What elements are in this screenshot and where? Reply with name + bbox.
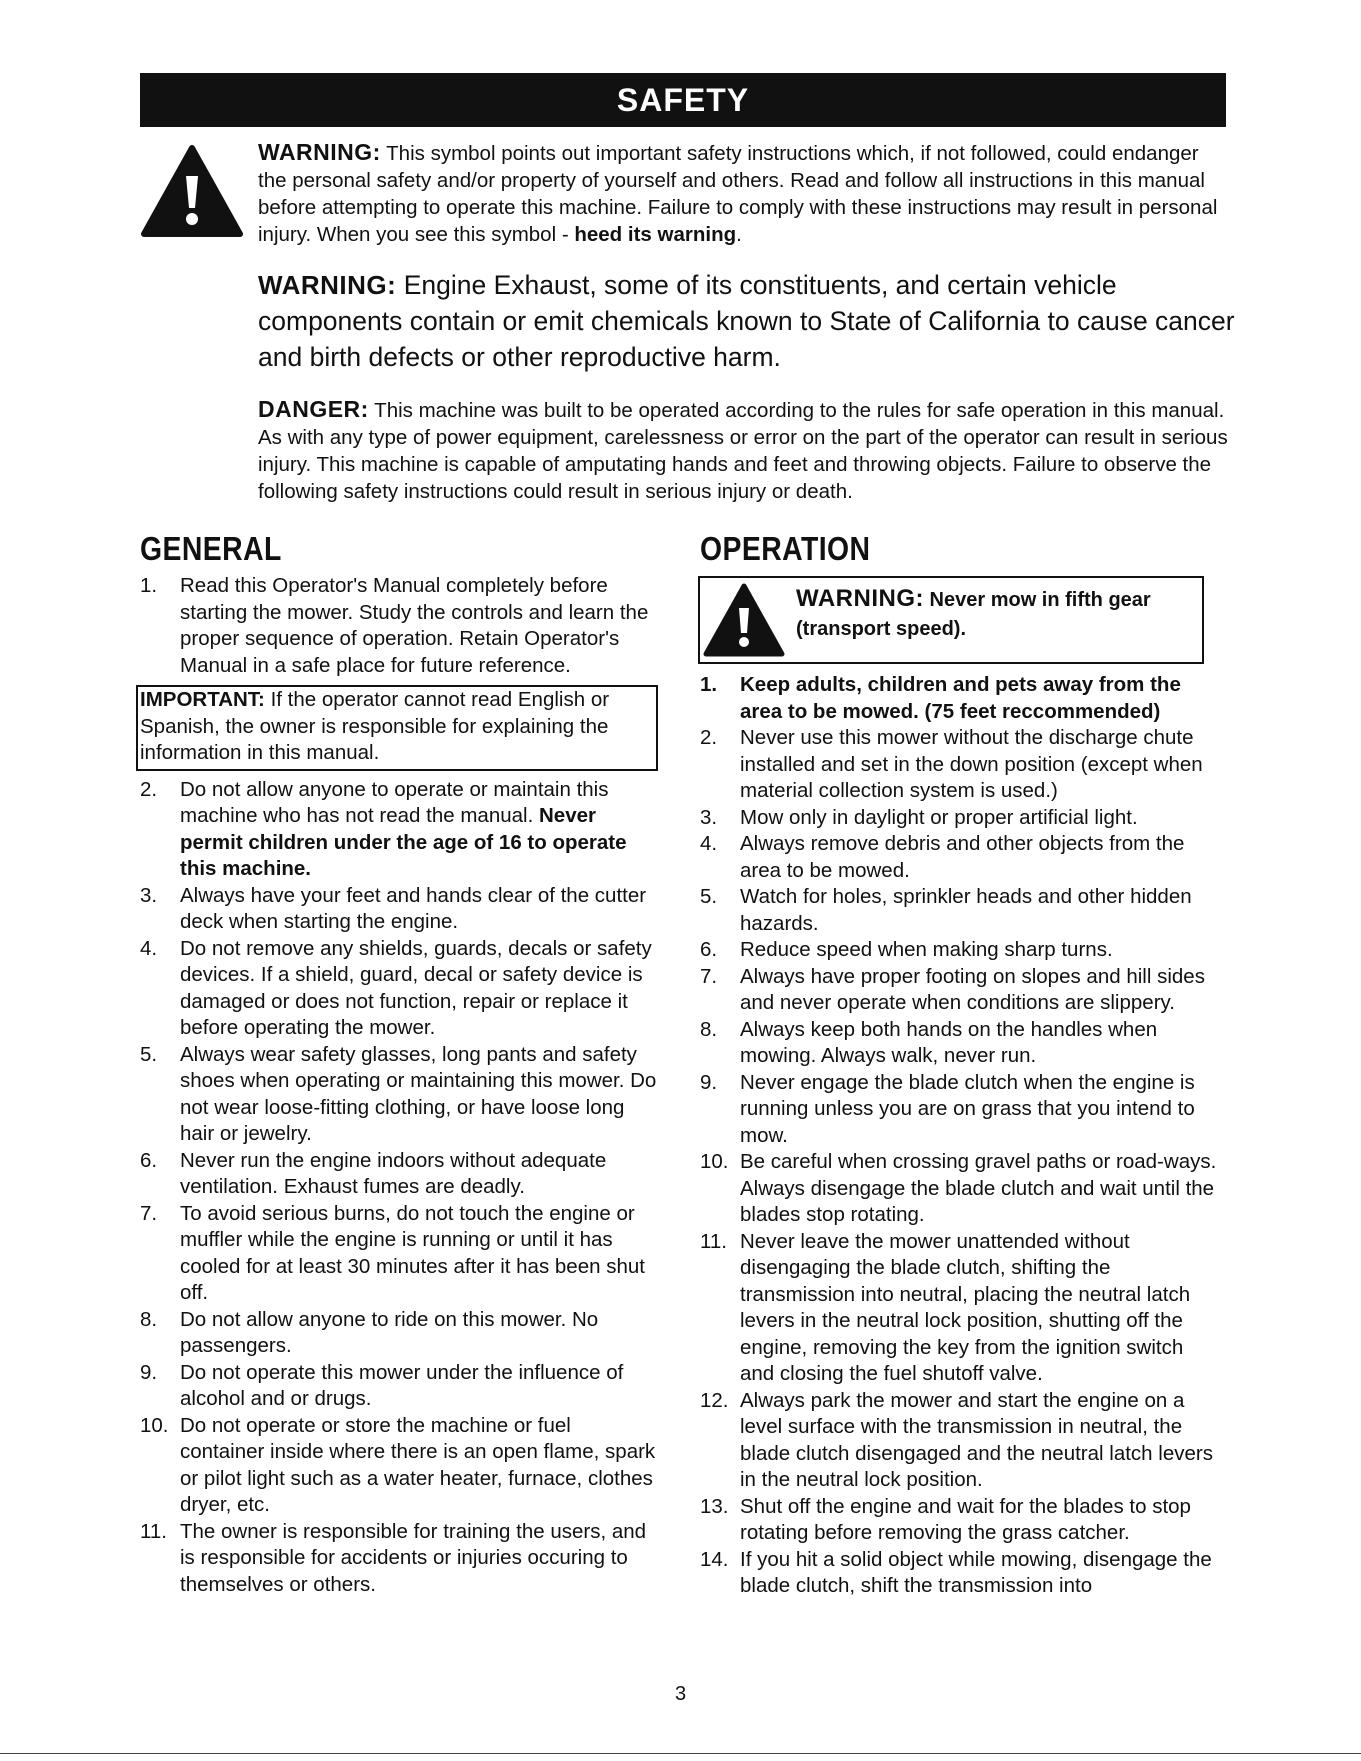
warning-paragraph bbox=[258, 139, 1228, 248]
item-number: 11. bbox=[140, 1519, 167, 1543]
danger-label: DANGER: bbox=[258, 396, 369, 422]
section-banner: SAFETY bbox=[140, 73, 1226, 127]
fifth-gear-warning: Never mow in fifth gear (transport speed). bbox=[796, 589, 1151, 640]
item-text: Do not allow anyone to operate or maintain this machine who has not read the manual. bbox=[180, 777, 609, 827]
california-warning-text: Engine Exhaust, some of its constituents, and certain vehicle components contain or emit chemicals known to State of California to cause cancer and birth defects or other reproductive harm. bbox=[258, 270, 1235, 372]
list-item bbox=[140, 777, 660, 883]
warning-text: This symbol points out important safety instructions which, if not followed, could endanger the personal safety and/or property of yourself and others. Read and follow all instructions in this manual before attempting to operate this machine. Failure to comply with these instructions may result in personal injury. When you see this symbol - bbox=[258, 142, 1218, 246]
item-number: 13. bbox=[700, 1494, 729, 1518]
item-number: 1. bbox=[140, 574, 158, 597]
item-text: Always wear safety glasses, long pants and safety shoes when operating or maintaining this mower. Do not wear loose-fitting clothing, or have loose long hair or jewelry. bbox=[180, 1042, 657, 1145]
item-text: Never engage the blade clutch when the engine is running unless you are on grass that you intend to mow. bbox=[740, 1070, 1195, 1147]
list-item bbox=[700, 1149, 1220, 1229]
warning-label: WARNING: bbox=[258, 270, 397, 300]
item-text: The owner is responsible for training the users, and is responsible for accidents or injuries occuring to themselves or others. bbox=[180, 1519, 647, 1596]
list-item bbox=[700, 672, 1220, 725]
item-text: To avoid serious burns, do not touch the engine or muffler while the engine is running or until it has cooled for at least 30 minutes after it has been shut off. bbox=[180, 1201, 645, 1304]
list-item bbox=[700, 1547, 1220, 1600]
item-number: 2. bbox=[140, 777, 158, 801]
operation-heading: OPERATION bbox=[700, 530, 871, 567]
warning-end: . bbox=[736, 223, 742, 246]
item-bold-text: Never permit children under the age of 16 to operate this machine. bbox=[180, 804, 627, 880]
list-item bbox=[140, 1360, 660, 1413]
warning-label: WARNING: bbox=[258, 139, 381, 165]
item-number: 14. bbox=[700, 1547, 729, 1571]
item-text: Never run the engine indoors without adequate ventilation. Exhaust fumes are deadly. bbox=[180, 1148, 607, 1198]
list-item bbox=[140, 573, 660, 679]
warning-label: WARNING: bbox=[796, 585, 924, 612]
important-label: IMPORTANT: bbox=[140, 688, 265, 711]
item-number: 3. bbox=[700, 805, 718, 829]
item-text: Be careful when crossing gravel paths or road-ways. Always disengage the blade clutch and wait until the blades stop rotating. bbox=[740, 1150, 1217, 1226]
item-number: 9. bbox=[700, 1070, 718, 1094]
item-text: Shut off the engine and wait for the blades to stop rotating before removing the grass catcher. bbox=[740, 1494, 1191, 1544]
list-item bbox=[140, 1307, 660, 1360]
item-number: 9. bbox=[140, 1360, 158, 1384]
item-number: 3. bbox=[140, 883, 158, 907]
general-heading: GENERAL bbox=[140, 530, 282, 567]
item-number: 10. bbox=[700, 1150, 729, 1173]
general-list bbox=[140, 573, 660, 1598]
item-text: Do not operate this mower under the influence of alcohol and or drugs. bbox=[180, 1360, 624, 1410]
list-item bbox=[700, 1017, 1220, 1070]
item-text: Mow only in daylight or proper artificial light. bbox=[740, 805, 1138, 829]
list-item bbox=[140, 883, 660, 936]
item-text: Always remove debris and other objects from the area to be mowed. bbox=[740, 832, 1185, 882]
item-text: Do not remove any shields, guards, decals or safety devices. If a shield, guard, decal or safety device is damaged or does not function, repair or replace it before operating the mower. bbox=[180, 936, 652, 1039]
list-item bbox=[700, 831, 1220, 884]
list-item bbox=[700, 1494, 1220, 1547]
item-text: If you hit a solid object while mowing, disengage the blade clutch, shift the transmission into bbox=[740, 1547, 1212, 1597]
operation-warning-text bbox=[796, 584, 1196, 644]
item-text: Do not allow anyone to ride on this mower. No passengers. bbox=[180, 1307, 599, 1357]
item-number: 8. bbox=[700, 1017, 718, 1041]
list-item bbox=[140, 1519, 660, 1599]
warning-triangle-icon bbox=[140, 142, 244, 238]
item-text: Always have your feet and hands clear of the cutter deck when starting the engine. bbox=[180, 883, 647, 933]
list-item bbox=[700, 725, 1220, 805]
item-number: 5. bbox=[140, 1042, 158, 1066]
california-warning-paragraph bbox=[258, 267, 1238, 375]
item-text: Never use this mower without the discharge chute installed and set in the down position (except when material collection system is used.) bbox=[740, 726, 1203, 802]
item-number: 7. bbox=[140, 1201, 158, 1225]
item-number: 10. bbox=[140, 1413, 169, 1437]
item-text: Watch for holes, sprinkler heads and other hidden hazards. bbox=[740, 885, 1192, 935]
list-item bbox=[700, 1388, 1220, 1494]
list-item bbox=[700, 937, 1220, 964]
list-item bbox=[700, 1070, 1220, 1150]
item-text: Always have proper footing on slopes and hill sides and never operate when conditions are slippery. bbox=[740, 964, 1205, 1014]
item-number: 6. bbox=[140, 1148, 158, 1172]
page-number: 3 bbox=[674, 1683, 687, 1705]
danger-text: This machine was built to be operated according to the rules for safe operation in this manual. As with any type of power equipment, carelessness or error on the part of the operator can result in serious injury. This machine is capable of amputating hands and feet and throwing objects. Failure to observe the following safety instructions could result in serious injury or death. bbox=[258, 399, 1228, 503]
item-bold-text: Keep adults, children and pets away from the area to be mowed. (75 feet reccommended) bbox=[740, 673, 1181, 723]
list-item bbox=[700, 964, 1220, 1017]
warning-triangle-icon bbox=[702, 582, 786, 658]
important-text: If the operator cannot read English or Spanish, the owner is responsible for explaining the information in this manual. bbox=[140, 688, 610, 764]
item-text: Always keep both hands on the handles when mowing. Always walk, never run. bbox=[740, 1017, 1158, 1067]
operation-warning-box bbox=[698, 576, 1204, 664]
list-item bbox=[700, 884, 1220, 937]
danger-paragraph bbox=[258, 396, 1238, 505]
item-number: 4. bbox=[700, 832, 718, 855]
list-item bbox=[140, 1201, 660, 1307]
item-number: 1. bbox=[700, 673, 718, 696]
list-item bbox=[140, 1413, 660, 1519]
list-item bbox=[140, 936, 660, 1042]
list-item bbox=[140, 1148, 660, 1201]
item-text: Reduce speed when making sharp turns. bbox=[740, 938, 1113, 961]
item-number: 8. bbox=[140, 1307, 158, 1331]
heed-warning-text: heed its warning bbox=[574, 223, 737, 246]
bottom-divider bbox=[0, 1753, 1361, 1754]
list-item bbox=[140, 1042, 660, 1148]
item-number: 6. bbox=[700, 938, 718, 961]
item-number: 5. bbox=[700, 885, 718, 908]
item-text: Do not operate or store the machine or fuel container inside where there is an open flame, spark or pilot light such as a water heater, furnace, clothes dryer, etc. bbox=[180, 1413, 656, 1516]
item-number: 7. bbox=[700, 964, 718, 988]
item-text: Never leave the mower unattended without disengaging the blade clutch, shifting the transmission into neutral, placing the neutral latch levers in the neutral lock position, shutting off the engine, removing the key from the ignition switch and closing the fuel shutoff valve. bbox=[740, 1229, 1191, 1385]
list-item bbox=[700, 1229, 1220, 1388]
item-number: 12. bbox=[700, 1388, 729, 1412]
item-text: Read this Operator's Manual completely before starting the mower. Study the controls and learn the proper sequence of operation. Retain Operator's Manual in a safe place for future reference. bbox=[180, 574, 649, 677]
item-number: 2. bbox=[700, 726, 718, 749]
item-number: 11. bbox=[700, 1229, 727, 1253]
important-notice-box bbox=[136, 685, 658, 771]
operation-list bbox=[700, 672, 1220, 1600]
item-number: 4. bbox=[140, 936, 158, 960]
list-item bbox=[700, 805, 1220, 832]
item-text: Always park the mower and start the engine on a level surface with the transmission in neutral, the blade clutch disengaged and the neutral latch levers in the neutral lock position. bbox=[740, 1388, 1213, 1491]
